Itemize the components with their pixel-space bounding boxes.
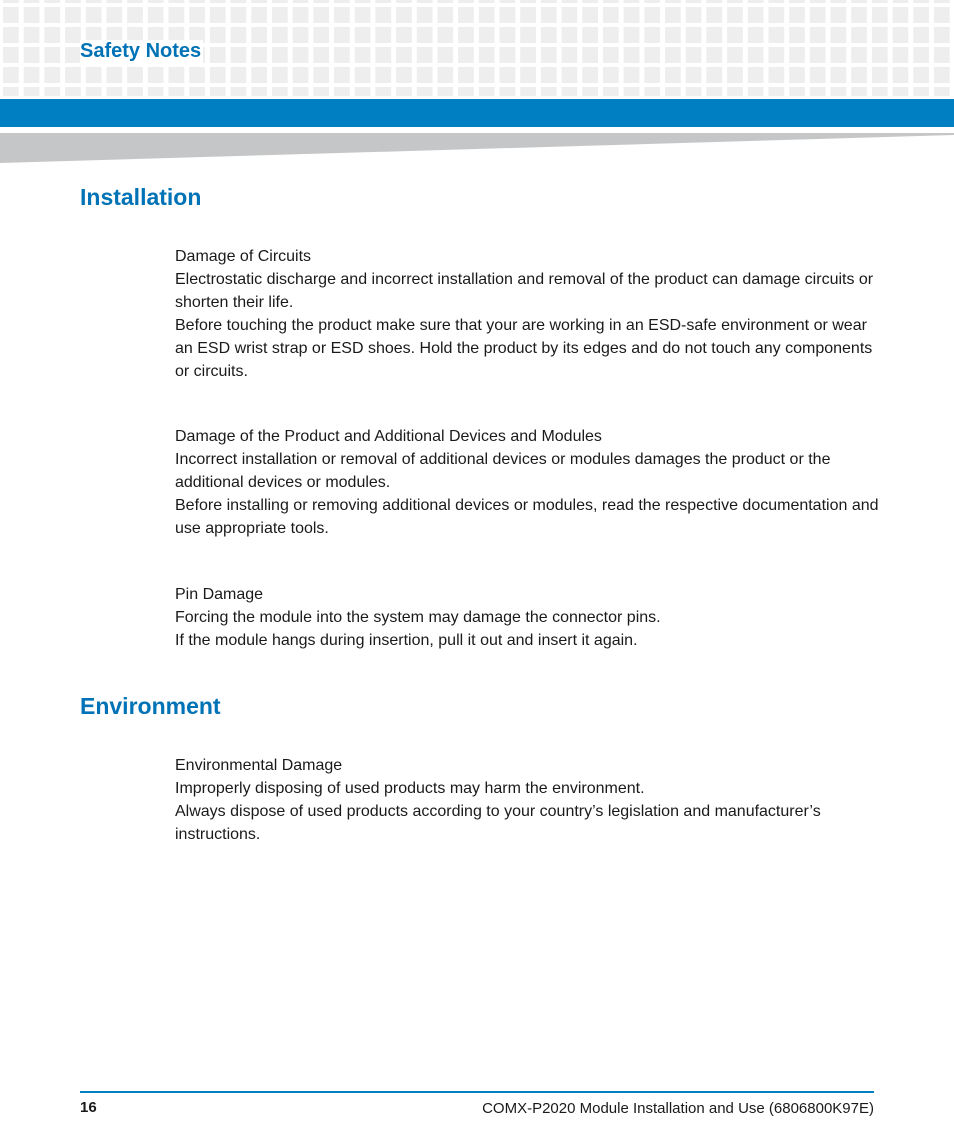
notice-text: Before touching the product make sure that your are working in an ESD-safe environment or wear an ESD wrist strap or ESD shoes. Hold the product by its edges and do not touch any components or circuits. — [175, 317, 873, 380]
notice-text: Incorrect installation or removal of additional devices or modules damages the product or the additional devices or modules. — [175, 451, 831, 491]
chapter-title: Safety Notes — [80, 40, 202, 62]
heading-installation: Installation — [80, 184, 202, 210]
footer-rule — [80, 1091, 874, 1093]
notice-text: If the module hangs during insertion, pull it out and insert it again. — [175, 632, 638, 649]
header-blue-band — [0, 99, 954, 127]
notice-text: Forcing the module into the system may damage the connector pins. — [175, 609, 661, 626]
notice-text: Before installing or removing additional devices or modules, read the respective documentation and use appropriate tools. — [175, 497, 879, 537]
heading-environment: Environment — [80, 693, 221, 719]
notice-text: Always dispose of used products according to your country’s legislation and manufacturer’s instructions. — [175, 803, 821, 843]
notice-damage-of-circuits — [175, 245, 880, 383]
header-grey-wedge — [0, 133, 954, 163]
notice-text: Electrostatic discharge and incorrect installation and removal of the product can damage circuits or shorten their life. — [175, 271, 874, 311]
notice-title: Environmental Damage — [175, 757, 343, 774]
notice-title: Damage of Circuits — [175, 248, 312, 265]
notice-text: Improperly disposing of used products may harm the environment. — [175, 780, 645, 797]
page-number: 16 — [80, 1099, 97, 1116]
document-title: COMX-P2020 Module Installation and Use (6806800K97E) — [482, 1100, 874, 1117]
notice-damage-of-product — [175, 425, 880, 540]
notice-environmental-damage — [175, 754, 880, 846]
notice-pin-damage — [175, 583, 880, 652]
notice-title: Pin Damage — [175, 586, 264, 603]
notice-title: Damage of the Product and Additional Devices and Modules — [175, 428, 602, 445]
